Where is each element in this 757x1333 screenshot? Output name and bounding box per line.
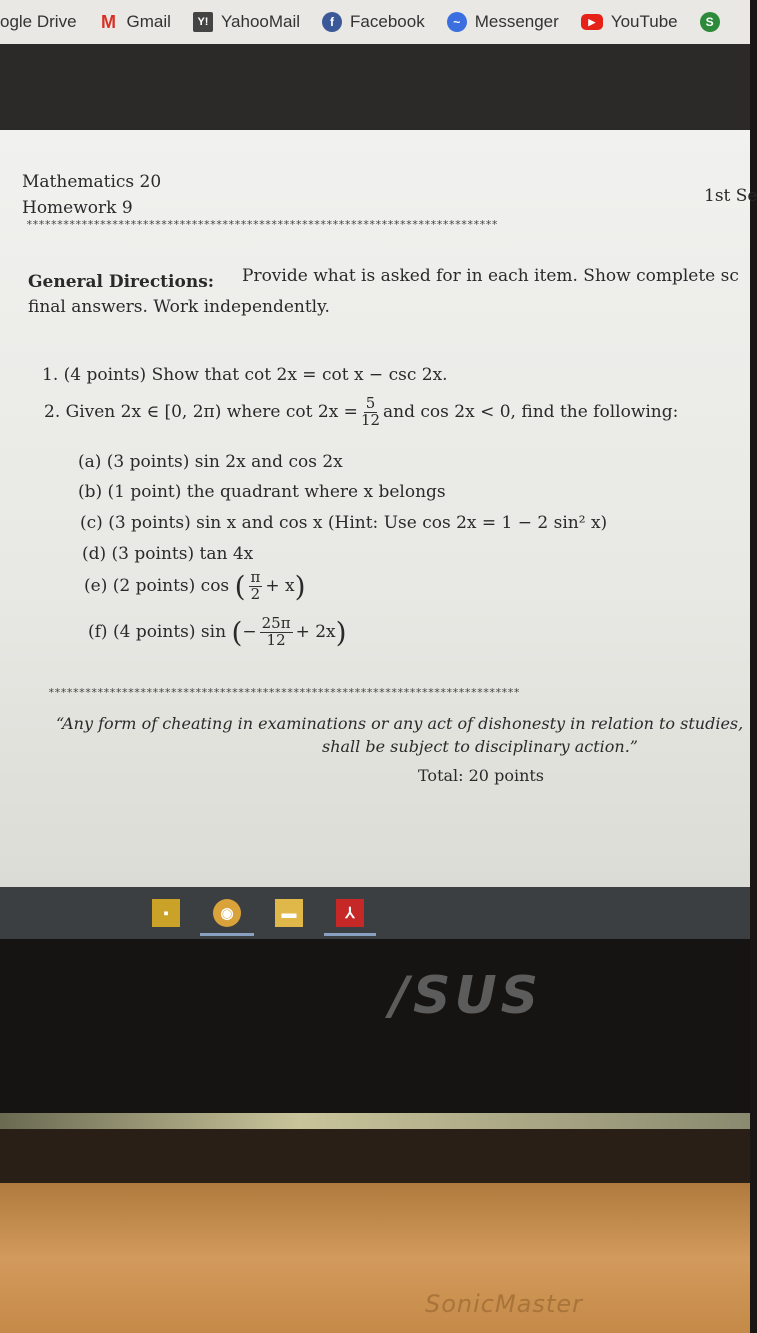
active-indicator <box>324 933 376 936</box>
fraction-denominator: 2 <box>250 585 261 603</box>
bookmark-label: Messenger <box>474 12 559 31</box>
right-paren: ) <box>335 616 347 649</box>
directions-text-2: final answers. Work independently. <box>28 297 330 317</box>
question-2d: (d) (3 points) tan 4x <box>82 544 254 564</box>
q2f-text: (f) (4 points) sin <box>88 622 227 642</box>
active-indicator <box>200 933 254 936</box>
left-paren: ( <box>231 616 243 649</box>
q2e-plus-x: + x <box>265 576 295 596</box>
viewer-toolbar-band <box>0 44 750 130</box>
honesty-quote-line-1: “Any form of cheating in examinations or any act of dishonesty in relation to studies, <box>56 714 744 733</box>
sonicmaster-logo: SonicMaster <box>425 1290 583 1318</box>
fraction-numerator: 5 <box>365 394 376 412</box>
laptop-hinge <box>0 1113 750 1129</box>
asus-logo: /SUS <box>390 966 543 1026</box>
total-points: Total: 20 points <box>418 766 545 785</box>
bookmark-gmail[interactable] <box>99 12 171 32</box>
bookmark-s[interactable] <box>700 12 720 32</box>
directions-label: General Directions: <box>28 272 215 292</box>
question-2e <box>84 570 306 603</box>
bookmark-label: YouTube <box>610 12 678 31</box>
question-2 <box>44 396 678 429</box>
s-icon: S <box>700 12 720 32</box>
fraction-5-12 <box>361 396 380 429</box>
question-2c: (c) (3 points) sin x and cos x (Hint: Use cos 2x = 1 − 2 sin² x) <box>80 513 608 533</box>
bookmark-label: ogle Drive <box>0 12 77 31</box>
question-2a: (a) (3 points) sin 2x and cos 2x <box>78 452 343 472</box>
minus-sign: − <box>242 622 257 642</box>
gmail-icon: M <box>101 11 117 32</box>
fraction-numerator: 25π <box>261 614 291 633</box>
divider-stars-bottom: ***************************************************************************** <box>48 686 520 699</box>
adobe-reader-icon[interactable]: ⅄ <box>336 899 364 927</box>
q2-text-end: and cos 2x < 0, find the following: <box>383 401 679 422</box>
youtube-icon: ▶ <box>581 14 603 30</box>
fraction-pi-2 <box>249 570 263 603</box>
divider-stars: ***************************************************************************** <box>26 218 498 231</box>
q2f-plus-2x: + 2x <box>295 622 336 642</box>
question-2b: (b) (1 point) the quadrant where x belongs <box>78 482 446 502</box>
right-paren: ) <box>294 570 306 603</box>
monitor-bezel <box>0 939 750 1119</box>
bookmark-youtube[interactable] <box>581 12 678 32</box>
q2e-text: (e) (2 points) cos <box>84 576 230 596</box>
bookmark-messenger[interactable] <box>447 12 559 32</box>
fraction-25pi-12 <box>260 616 293 649</box>
bookmark-label: Facebook <box>350 12 425 31</box>
question-1: 1. (4 points) Show that cot 2x = cot x − csc 2x. <box>42 365 448 385</box>
question-2f <box>88 616 347 649</box>
semester-label: 1st Se <box>704 186 757 206</box>
laptop-body <box>0 1183 750 1333</box>
fraction-denominator: 12 <box>266 631 286 649</box>
bookmark-facebook[interactable] <box>322 12 425 32</box>
bookmark-yahoomail[interactable] <box>193 12 300 32</box>
bookmark-label: YahooMail <box>220 12 301 31</box>
honesty-quote-line-2: shall be subject to disciplinary action.” <box>322 737 638 756</box>
homework-title: Homework 9 <box>22 198 133 218</box>
directions-text: Provide what is asked for in each item. Show complete sc <box>242 266 739 286</box>
windows-taskbar <box>0 887 750 939</box>
left-paren: ( <box>234 570 246 603</box>
facebook-icon: f <box>322 12 342 32</box>
bookmark-label: Gmail <box>126 12 171 31</box>
course-title: Mathematics 20 <box>22 172 162 192</box>
fraction-numerator: π <box>250 568 261 587</box>
bookmarks-bar <box>0 0 750 44</box>
messenger-icon: ~ <box>447 12 467 32</box>
yahoo-icon: Y! <box>193 12 213 32</box>
fraction-denominator: 12 <box>360 410 381 429</box>
chrome-icon[interactable]: ◉ <box>213 899 241 927</box>
laptop-lower-edge <box>0 1129 750 1183</box>
bookmark-google-drive[interactable] <box>0 12 77 32</box>
document-page <box>0 130 757 890</box>
sticky-notes-icon[interactable]: ▪ <box>152 899 180 927</box>
q2-text: 2. Given 2x ∈ [0, 2π) where cot 2x = <box>44 401 358 422</box>
file-explorer-icon[interactable]: ▬ <box>275 899 303 927</box>
